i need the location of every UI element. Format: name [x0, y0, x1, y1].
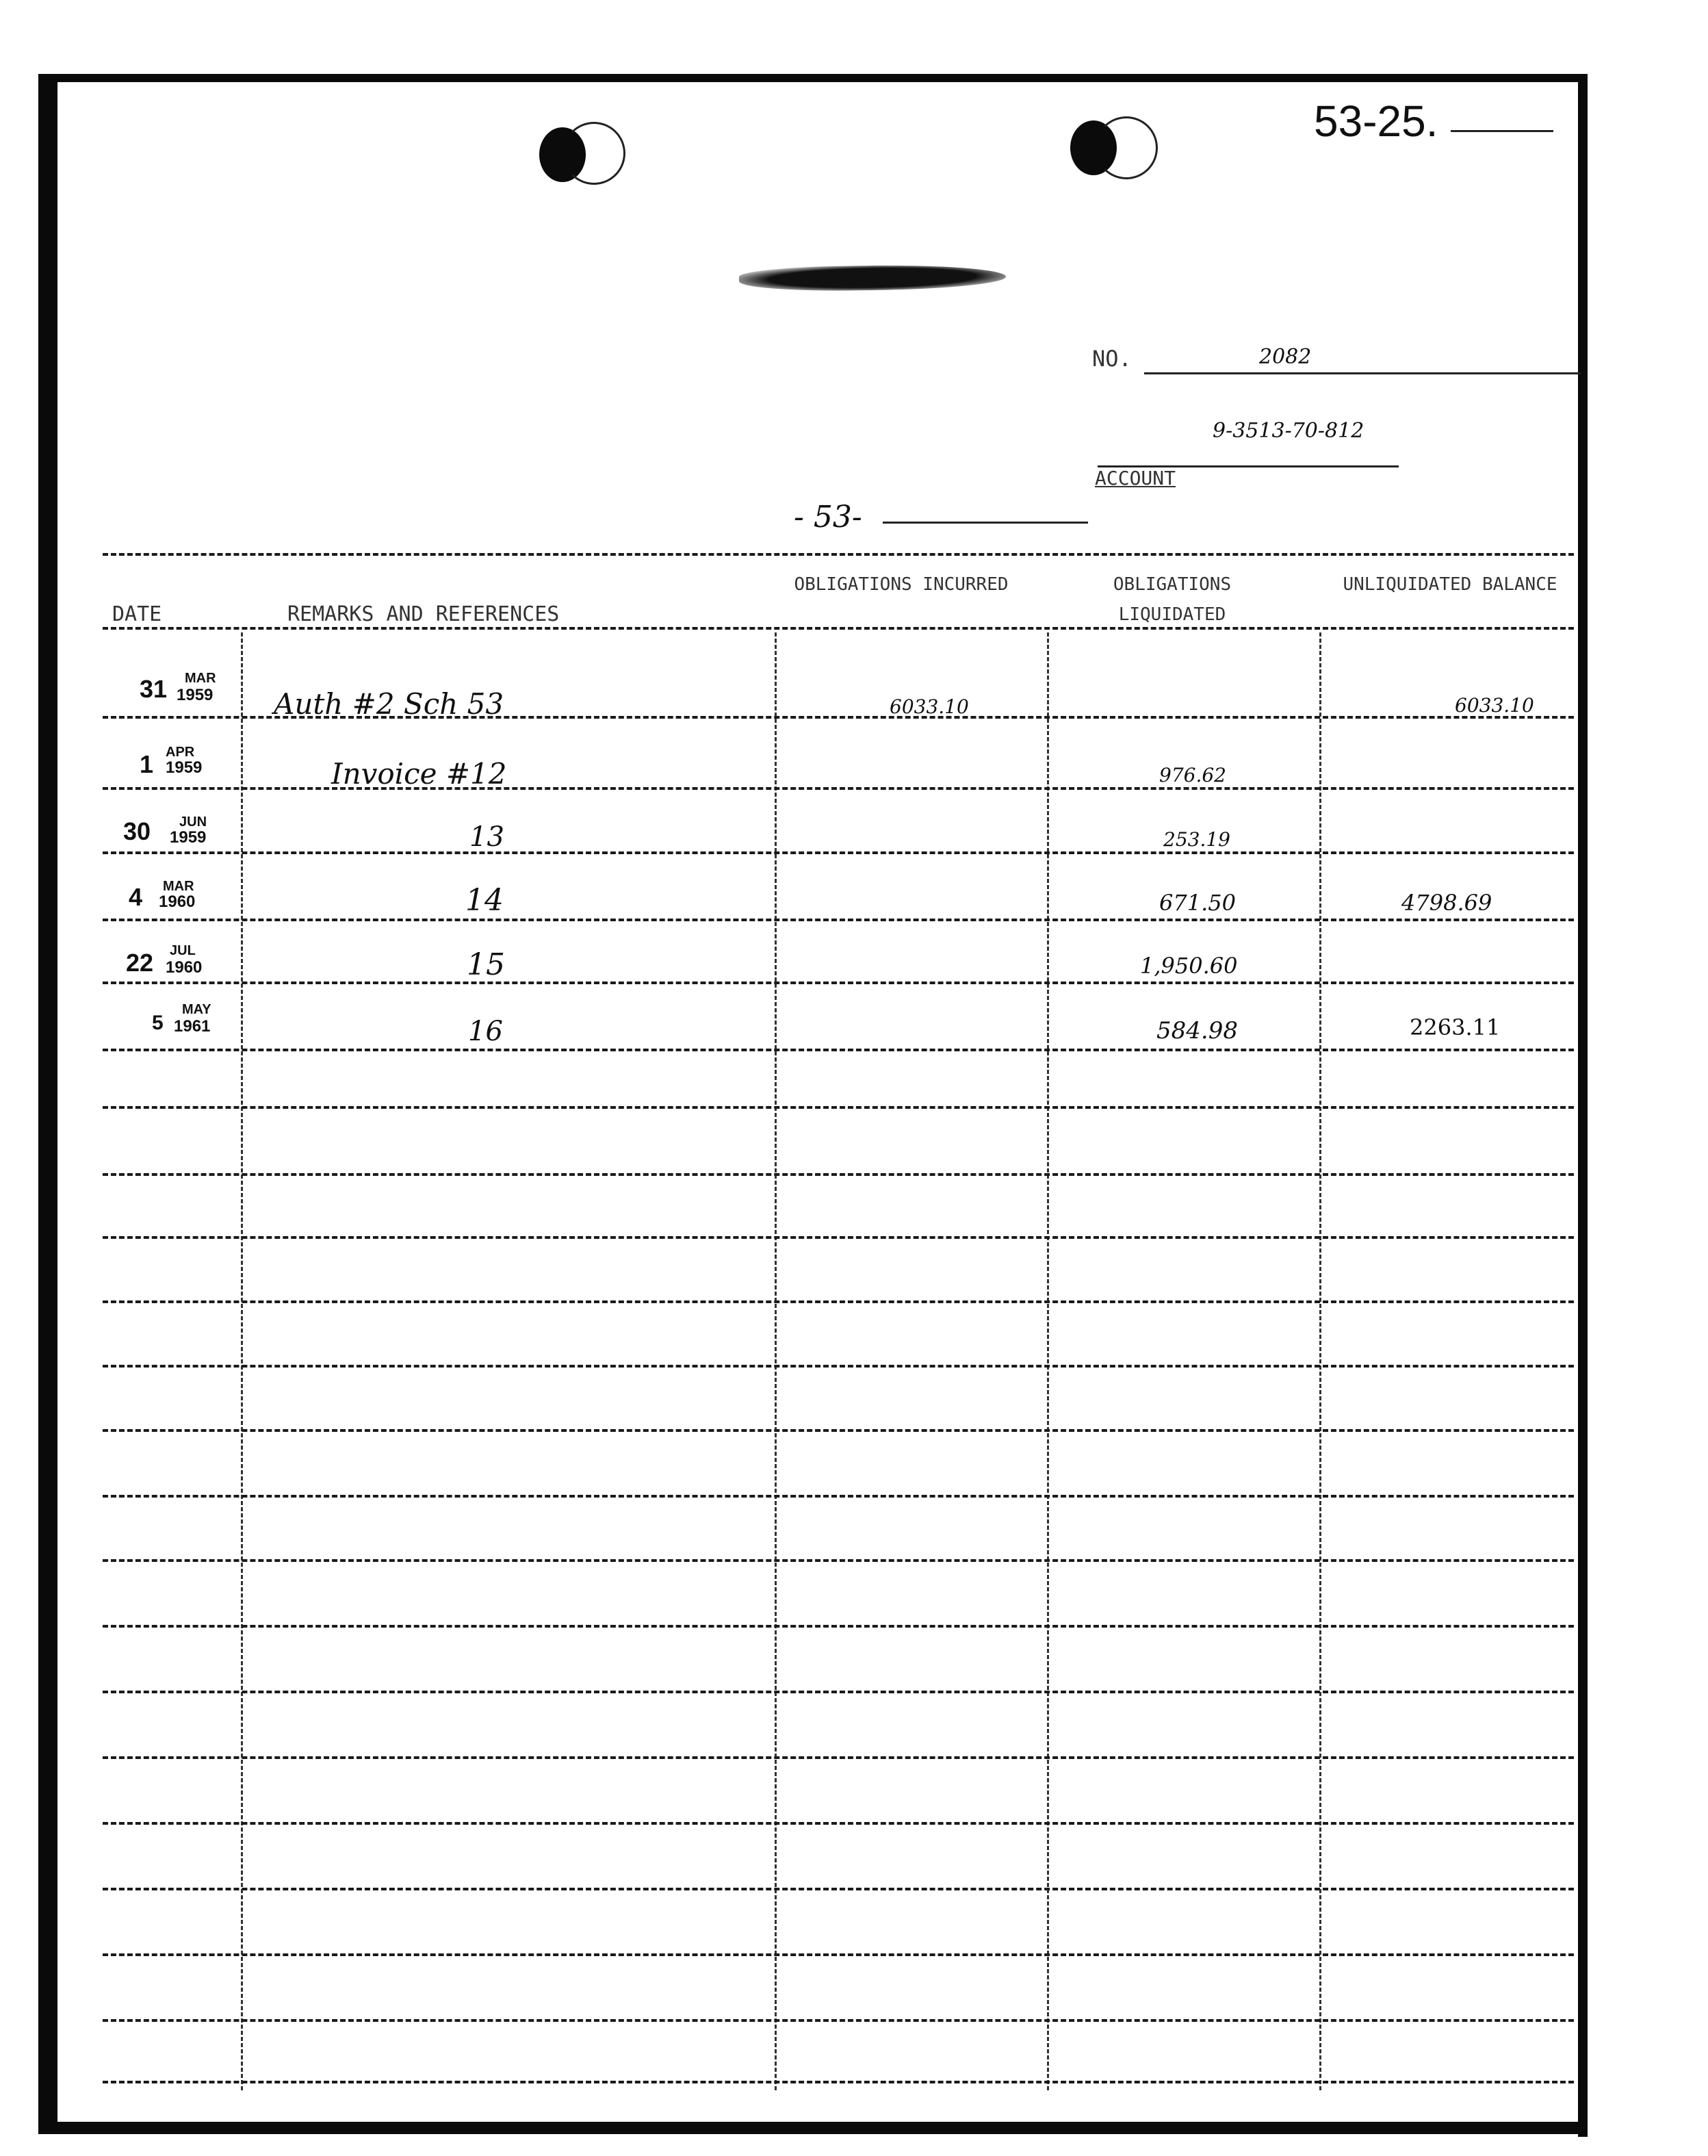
binder-hole-right-ring: [1095, 116, 1158, 179]
row-liquidated: 584.98: [1156, 1017, 1238, 1044]
row-rule: [103, 1429, 1574, 1432]
redacted-mark: [739, 264, 1007, 293]
row-year: 1959: [170, 828, 207, 847]
row-rule: [103, 1625, 1574, 1628]
row-balance: 6033.10: [1455, 694, 1534, 717]
row-rule: [103, 1691, 1574, 1693]
file-number: 53-25.: [1314, 97, 1438, 146]
row-rule: [103, 1495, 1574, 1498]
row-liquidated: 253.19: [1163, 828, 1230, 851]
row-remarks: 16: [468, 1016, 503, 1047]
subhead-underline: [883, 522, 1088, 524]
row-rule: [103, 919, 1574, 921]
row-rule: [103, 1756, 1574, 1759]
no-value: 2082: [1259, 345, 1312, 369]
row-rule: [103, 1049, 1574, 1051]
row-rule: [103, 787, 1574, 790]
row-rule: [103, 1365, 1574, 1368]
row-rule: [103, 2081, 1574, 2083]
row-liquidated: 671.50: [1159, 890, 1236, 916]
row-remarks: 15: [467, 947, 505, 982]
col-header-liquidated: OBLIGATIONS LIQUIDATED: [1113, 574, 1232, 625]
row-rule: [103, 981, 1574, 984]
row-liquidated: 976.62: [1159, 764, 1226, 786]
row-month: APR: [166, 745, 195, 760]
col-header-balance: UNLIQUIDATED BALANCE: [1343, 574, 1557, 595]
row-year: 1960: [159, 893, 196, 911]
subhead-number: - 53-: [794, 500, 862, 535]
row-balance: 2263.11: [1410, 1014, 1501, 1040]
account-number: 9-3513-70-812: [1213, 419, 1364, 443]
row-month: MAY: [182, 1002, 211, 1017]
row-remarks: Invoice #12: [331, 757, 507, 791]
frame-left-border: [38, 74, 57, 2134]
row-day: 4: [129, 883, 143, 911]
binder-hole-left-ring: [562, 122, 625, 185]
header-bottom-rule: [103, 627, 1574, 630]
row-rule: [103, 1173, 1574, 1176]
row-month: JUL: [170, 943, 196, 958]
row-rule: [103, 851, 1574, 854]
row-rule: [103, 1953, 1574, 1956]
row-year: 1961: [174, 1017, 211, 1036]
col-header-incurred: OBLIGATIONS INCURRED: [794, 574, 1009, 595]
no-underline: [1144, 372, 1581, 374]
row-rule: [103, 1888, 1574, 1890]
row-incurred: 6033.10: [890, 695, 969, 718]
frame-top-border: [44, 74, 1588, 82]
row-day: 1: [140, 750, 154, 778]
frame-right-border: [1578, 77, 1588, 2137]
col-header-remarks: REMARKS AND REFERENCES: [287, 602, 560, 626]
row-rule: [103, 2019, 1574, 2022]
row-month: MAR: [185, 671, 216, 686]
frame-bottom-border: [38, 2122, 1588, 2134]
row-day: 22: [126, 949, 154, 977]
row-rule: [103, 1300, 1574, 1303]
row-remarks: Auth #2 Sch 53: [274, 687, 504, 721]
row-rule: [103, 1822, 1574, 1825]
row-balance: 4798.69: [1401, 890, 1492, 916]
row-year: 1959: [177, 686, 214, 704]
row-rule: [103, 1106, 1574, 1109]
row-rule: [103, 1236, 1574, 1239]
no-label: NO.: [1092, 346, 1132, 372]
row-day: 30: [123, 817, 151, 845]
row-rule: [103, 1559, 1574, 1562]
account-label: ACCOUNT: [1095, 467, 1176, 489]
row-remarks: 13: [469, 821, 504, 853]
col-header-date: DATE: [112, 602, 162, 626]
row-year: 1959: [166, 758, 203, 777]
row-day: 31: [140, 675, 168, 703]
row-month: JUN: [179, 814, 207, 830]
row-month: MAR: [163, 879, 194, 894]
header-top-rule: [103, 553, 1574, 556]
file-number-underline: [1451, 130, 1553, 132]
row-liquidated: 1,950.60: [1140, 953, 1238, 979]
row-remarks: 14: [465, 883, 504, 918]
row-day: 5: [152, 1012, 164, 1034]
row-year: 1960: [166, 958, 203, 977]
